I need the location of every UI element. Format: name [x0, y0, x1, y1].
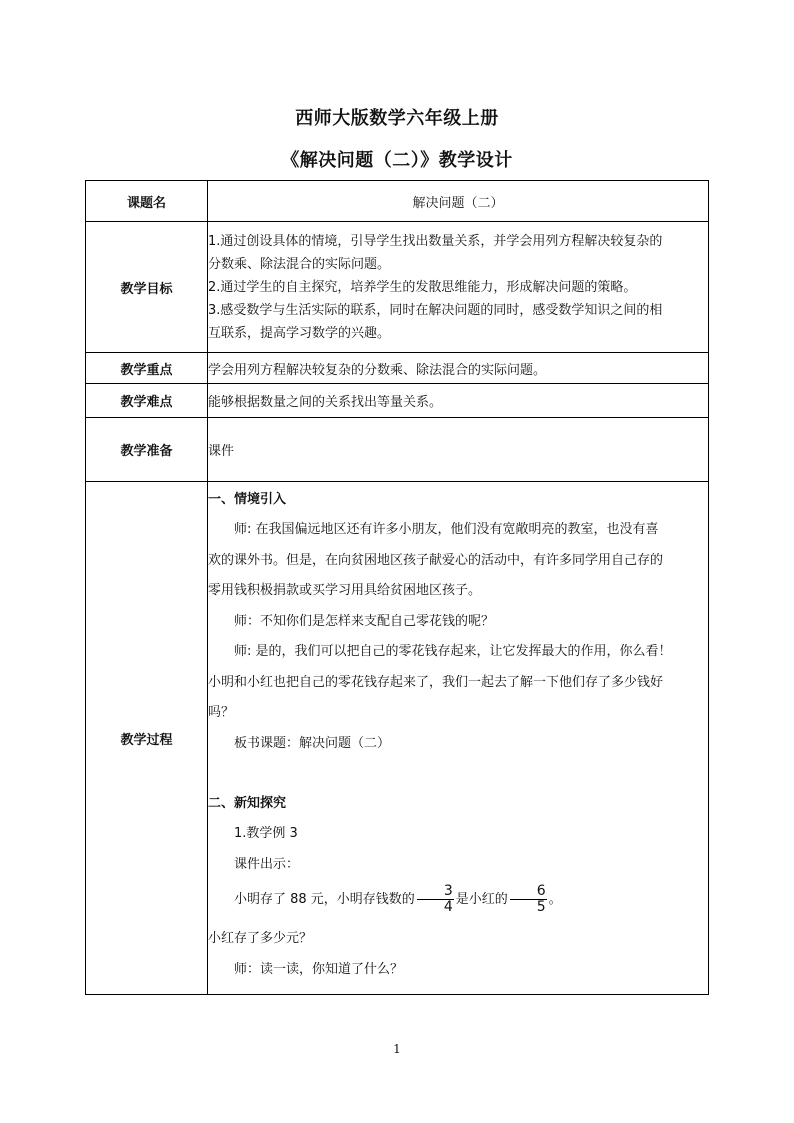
paragraph-line: 吗？ — [208, 705, 235, 720]
row-process — [86, 482, 709, 995]
problem-text: 是小红的 — [455, 892, 508, 907]
problem-text: 。 — [548, 892, 562, 907]
paragraph-line: 欢的课外书。但是，在向贫困地区孩子献爱心的活动中，有许多同学用自己存的 — [208, 552, 664, 568]
fraction-three-quarters — [417, 884, 454, 915]
fraction-denominator: 5 — [536, 899, 546, 915]
paragraph-line: 师: 是的，我们可以把自己的零花钱存起来，让它发挥最大的作用，你么看！ — [234, 644, 672, 659]
section-heading: 二、新知探究 — [208, 796, 287, 811]
goals-line: 分数乘、除法混合的实际问题。 — [208, 256, 391, 272]
section-heading: 一、情境引入 — [208, 492, 287, 507]
problem-text: 小明存了 88 元，小明存钱数的 — [234, 892, 415, 907]
fraction-numerator: 6 — [510, 884, 547, 900]
fraction-denominator: 4 — [443, 899, 453, 915]
problem-statement — [208, 880, 708, 924]
paragraph-line: 小红存了多少元？ — [208, 931, 313, 946]
goals-line: 互联系，提高学习数学的兴趣。 — [208, 325, 391, 341]
document-subtitle: 《解决问题（二）》教学设计 — [281, 150, 513, 171]
row-key-point — [86, 353, 709, 384]
difficulty-label: 教学难点 — [86, 384, 208, 418]
preparation-value: 课件 — [208, 418, 709, 482]
paragraph-line: 师: 在我国偏远地区还有许多小朋友，他们没有宽敞明亮的教室，也没有喜 — [234, 522, 659, 537]
row-topic — [86, 181, 709, 222]
key-point-label: 教学重点 — [86, 353, 208, 384]
row-difficulty — [86, 384, 709, 418]
preparation-label: 教学准备 — [86, 418, 208, 482]
paragraph-line: 零用钱积极捐款或买学习用具给贫困地区孩子。 — [208, 583, 482, 598]
spacer — [208, 759, 708, 789]
process-content — [208, 482, 709, 995]
fraction-six-fifths — [510, 884, 547, 915]
row-preparation — [86, 418, 709, 482]
paragraph-line: 板书课题：解决问题（二） — [234, 735, 391, 751]
paragraph-line: 课件出示： — [234, 856, 300, 872]
page-number: 1 — [393, 1042, 401, 1056]
paragraph-line: 师：读一读，你知道了什么？ — [234, 961, 404, 977]
process-label: 教学过程 — [86, 482, 208, 995]
document-title: 西师大版数学六年级上册 — [295, 108, 499, 129]
goals-line: 1.通过创设具体的情境，引导学生找出数量关系，并学会用列方程解决较复杂的 — [208, 233, 663, 249]
fraction-numerator: 3 — [417, 884, 454, 900]
goals-label: 教学目标 — [86, 222, 208, 353]
goals-line: 3.感受数学与生活实际的联系，同时在解决问题的同时，感受数学知识之间的相 — [208, 302, 663, 318]
lesson-plan-table — [85, 180, 709, 995]
paragraph-line: 1.教学例 3 — [234, 826, 298, 841]
difficulty-value: 能够根据数量之间的关系找出等量关系。 — [208, 384, 709, 418]
goals-content — [208, 222, 709, 353]
row-goals — [86, 222, 709, 353]
paragraph-line: 小明和小红也把自己的零花钱存起来了，我们一起去了解一下他们存了多少钱好 — [208, 674, 664, 690]
topic-value: 解决问题（二） — [208, 181, 709, 222]
key-point-value: 学会用列方程解决较复杂的分数乘、除法混合的实际问题。 — [208, 353, 709, 384]
goals-line: 2.通过学生的自主探究，培养学生的发散思维能力，形成解决问题的策略。 — [208, 279, 637, 295]
topic-label: 课题名 — [86, 181, 208, 222]
paragraph-line: 师：不知你们是怎样来支配自己零花钱的呢？ — [234, 613, 495, 629]
